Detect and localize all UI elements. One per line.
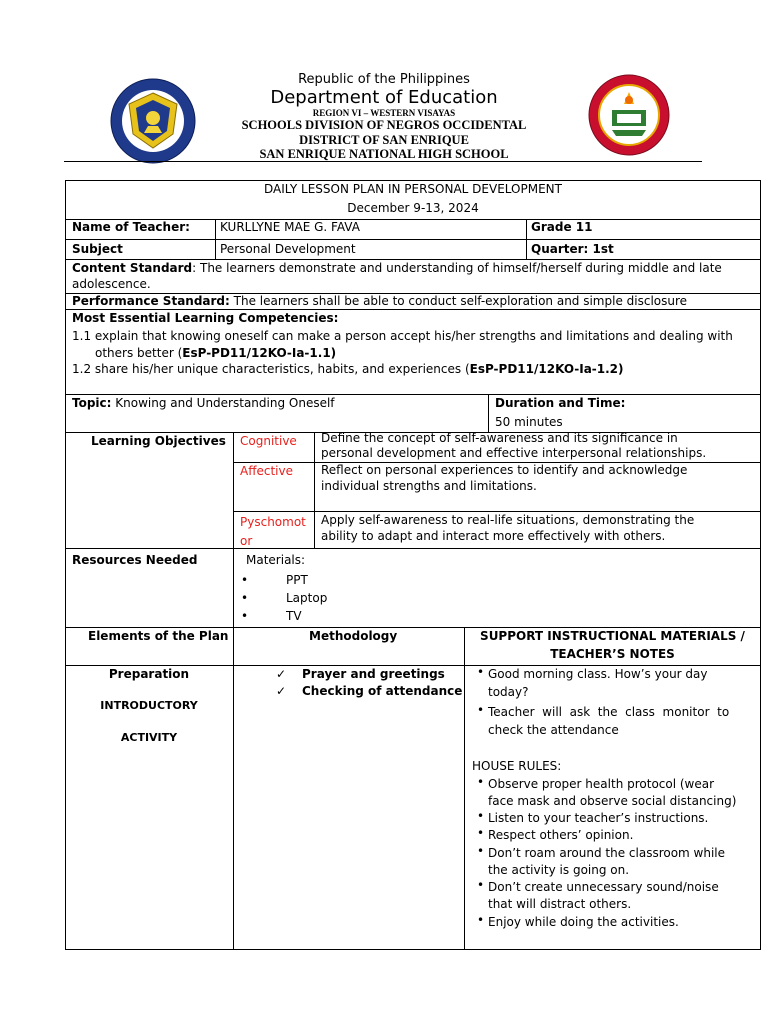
bullet-icon: •: [477, 775, 485, 789]
melc-1-prefix: others better (: [95, 346, 183, 360]
melc-2-line: [72, 362, 624, 377]
melc-1-code: EsP-PD11/12KO-Ia-1.1): [182, 346, 337, 360]
objective-psychomotor-domain-2: or: [240, 534, 253, 548]
division-line: SCHOOLS DIVISION OF NEGROS OCCIDENTAL: [241, 118, 527, 132]
house-rule: Respect others’ opinion.: [488, 828, 634, 842]
performance-text: The learners shall be able to conduct self-exploration and simple disclosure: [229, 294, 688, 308]
objectives-label: Learning Objectives: [91, 434, 226, 448]
support-label-2: TEACHER’S NOTES: [550, 647, 675, 661]
objective-affective-text: Reflect on personal experiences to identify and acknowledge individual strengths and limitations.: [321, 463, 688, 493]
note-item: Good morning class. How’s your day: [488, 667, 708, 681]
subject-label: Subject: [72, 242, 123, 256]
grade-label: Grade 11: [531, 220, 593, 234]
bullet-icon: •: [241, 609, 249, 623]
melc-label: Most Essential Learning Competencies:: [72, 311, 339, 325]
bullet-icon: •: [477, 844, 485, 858]
objective-cognitive-domain: Cognitive: [240, 434, 297, 448]
bullet-icon: •: [477, 878, 485, 892]
resources-label: Resources Needed: [72, 553, 198, 567]
topic-cell: [72, 396, 335, 411]
topic-value: Knowing and Understanding Oneself: [111, 396, 335, 410]
house-rule-cont: that will distract others.: [488, 897, 632, 911]
preparation-label: Preparation: [108, 667, 190, 681]
house-rule: Enjoy while doing the activities.: [488, 915, 679, 929]
house-rule: Listen to your teacher’s instructions.: [488, 811, 709, 825]
bullet-icon: •: [477, 703, 485, 717]
materials-label: Materials:: [246, 553, 306, 567]
duration-label: Duration and Time:: [495, 396, 626, 410]
bullet-icon: •: [477, 913, 485, 927]
house-rule: Don’t create unnecessary sound/noise: [488, 880, 719, 894]
note-item-cont: today?: [488, 685, 529, 699]
support-label: SUPPORT INSTRUCTIONAL MATERIALS /: [480, 629, 745, 643]
bullet-icon: •: [477, 826, 485, 840]
method-item: Prayer and greetings: [302, 667, 445, 681]
house-rules-label: HOUSE RULES:: [472, 759, 562, 773]
bullet-icon: •: [241, 591, 249, 605]
content-standard-text-2: adolescence.: [72, 277, 151, 291]
quarter-label: Quarter: 1st: [531, 242, 614, 256]
method-item: Checking of attendance: [302, 684, 463, 698]
district-line: DISTRICT OF SAN ENRIQUE: [299, 133, 469, 147]
material-item: PPT: [286, 573, 308, 587]
methodology-label: Methodology: [309, 629, 398, 643]
department-title: Department of Education: [270, 87, 498, 108]
teacher-label: Name of Teacher:: [72, 220, 190, 234]
introductory-label: INTRODUCTORY: [100, 699, 198, 712]
bullet-icon: •: [477, 809, 485, 823]
checkmark-icon: ✓: [276, 667, 287, 681]
material-item: Laptop: [286, 591, 328, 605]
note-item: Teacher will ask the class monitor to: [488, 705, 730, 719]
activity-label: ACTIVITY: [120, 731, 178, 744]
house-rule: Don’t roam around the classroom while: [488, 846, 726, 860]
note-item-cont: check the attendance: [488, 723, 619, 737]
content-standard-text: : The learners demonstrate and understanding of himself/herself during middle and late: [192, 261, 722, 275]
performance-label: Performance Standard:: [72, 294, 230, 308]
elements-label: Elements of the Plan: [88, 629, 229, 643]
house-rule-cont: face mask and observe social distancing): [488, 794, 737, 808]
performance-standard: [72, 294, 687, 309]
plan-title: DAILY LESSON PLAN IN PERSONAL DEVELOPMENT: [264, 182, 562, 196]
objective-psychomotor-domain: Pyschomot: [240, 515, 306, 529]
house-rule-cont: the activity is going on.: [488, 863, 630, 877]
melc-2-prefix: 1.2 share his/her unique characteristics, habits, and experiences (: [72, 362, 470, 376]
header-divider: [64, 161, 702, 162]
republic-line: Republic of the Philippines: [298, 72, 470, 87]
content-standard: [72, 261, 722, 276]
duration-value: 50 minutes: [495, 415, 563, 429]
melc-1-line-2: [95, 346, 336, 361]
plan-date: December 9-13, 2024: [347, 201, 479, 215]
teacher-name: KURLLYNE MAE G. FAVA: [220, 220, 360, 234]
checkmark-icon: ✓: [276, 684, 287, 698]
objective-affective-domain: Affective: [240, 464, 293, 478]
objective-cognitive-text: Define the concept of self-awareness and its significance in personal development and effective interpersonal relationships.: [321, 431, 707, 460]
region-line: REGION VI – WESTERN VISAYAS: [312, 108, 456, 118]
school-line: SAN ENRIQUE NATIONAL HIGH SCHOOL: [259, 147, 509, 161]
content-standard-label: Content Standard: [72, 261, 193, 275]
bullet-icon: •: [477, 665, 485, 679]
melc-1-line-1: 1.1 explain that knowing oneself can make a person accept his/her strengths and limitations and dealing with: [72, 329, 733, 343]
bullet-icon: •: [241, 573, 249, 587]
objective-psychomotor-text: Apply self-awareness to real-life situations, demonstrating the ability to adapt and interact more effectively with others.: [321, 513, 695, 543]
subject-value: Personal Development: [220, 242, 356, 256]
topic-label: Topic:: [72, 396, 112, 410]
house-rule: Observe proper health protocol (wear: [488, 777, 715, 791]
melc-2-code: EsP-PD11/12KO-Ia-1.2): [469, 362, 624, 376]
material-item: TV: [286, 609, 302, 623]
